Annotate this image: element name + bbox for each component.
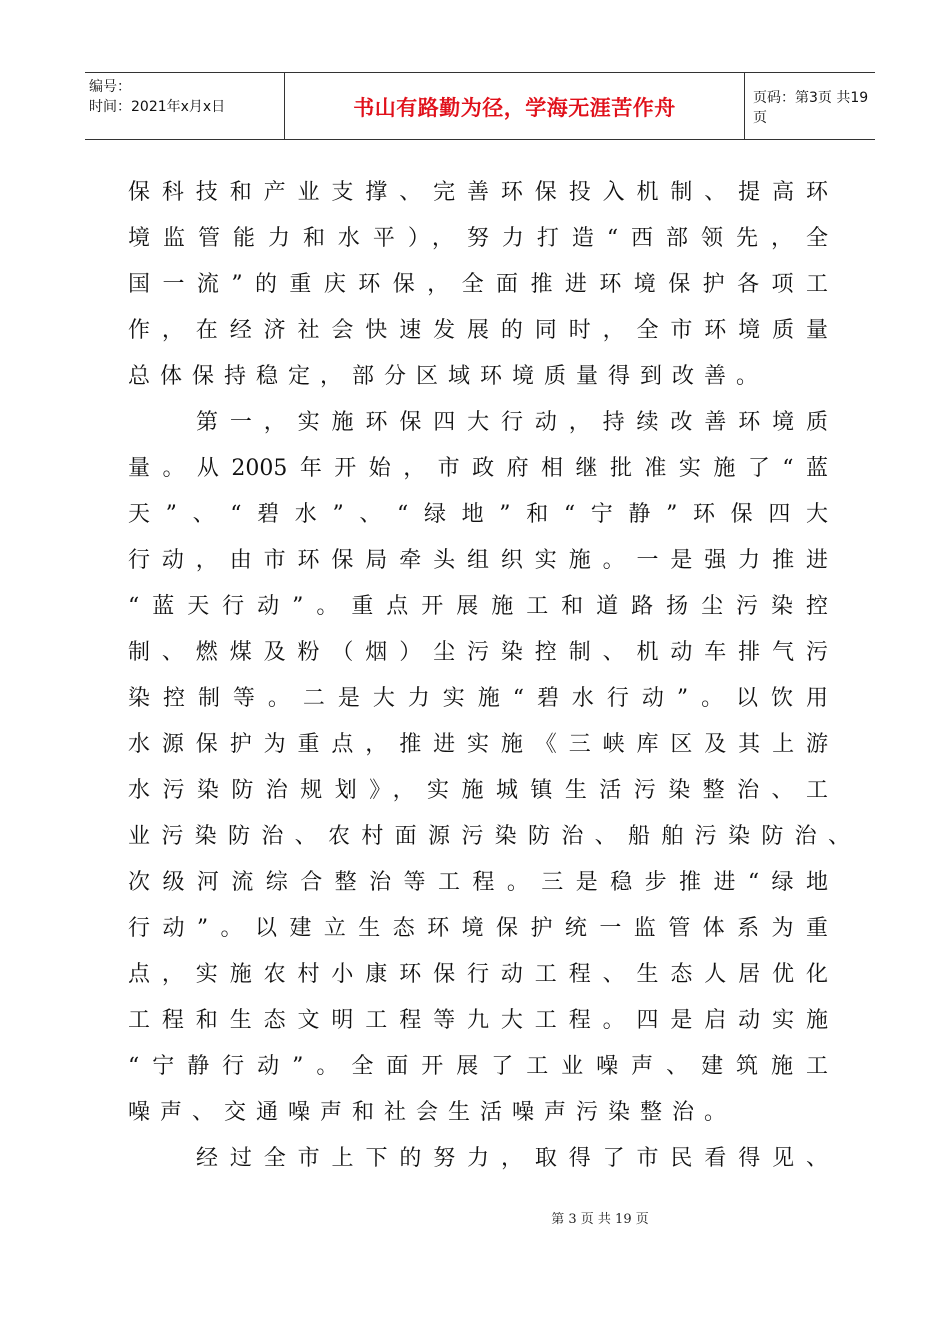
body-line: 总体保持稳定，部分区域环境质量得到改善。 [128,364,769,389]
body-line: 染控制等。二是大力实施“碧水行动”。以饮用 [128,686,828,711]
body-line: 天”、“碧水”、“绿地”和“宁静”环保四大 [128,502,828,527]
paragraph-start-line: 第一，实施环保四大行动，持续改善环境质 [196,410,828,435]
body-line: “蓝天行动”。重点开展施工和道路扬尘污染控 [128,594,828,619]
body-line: 制、燃煤及粉（烟）尘污染控制、机动车排气污 [128,640,828,665]
body-line: “宁静行动”。全面开展了工业噪声、建筑施工 [128,1054,828,1079]
body-line: 噪声、交通噪声和社会生活噪声污染整治。 [128,1100,737,1125]
document-body [128,170,850,1182]
page-header [85,72,875,140]
header-motto: 书山有路勤为径，学海无涯苦作舟 [353,95,676,120]
body-line: 国一流”的重庆环保，全面推进环境保护各项工 [128,272,828,297]
header-page-info: 页码：第3页 共19页 [753,89,869,126]
header-meta [89,77,284,117]
footer-page-number: 第 3 页 共 19 页 [551,1212,649,1227]
body-line: 作，在经济社会快速发展的同时，全市环境质量 [128,318,828,343]
number-label: 编号： [89,79,131,95]
body-line: 行动，由市环保局牵头组织实施。一是强力推进 [128,548,828,573]
body-line: 行动”。以建立生态环境保护统一监管体系为重 [128,916,828,941]
body-line: 工程和生态文明工程等九大工程。四是启动实施 [128,1008,828,1033]
body-line: 业污染防治、农村面源污染防治、船舶污染防治、 [128,824,850,849]
body-line: 次级河流综合整治等工程。三是稳步推进“绿地 [128,870,828,895]
body-line: 境监管能力和水平），努力打造“西部领先，全 [128,226,828,251]
paragraph-start-line: 经过全市上下的努力，取得了市民看得见、 [196,1146,828,1171]
body-line: 水源保护为重点，推进实施《三峡库区及其上游 [128,732,828,757]
body-line: 点，实施农村小康环保行动工程、生态人居优化 [128,962,828,987]
header-divider-right [744,73,745,140]
time-label: 时间：2021年x月x日 [89,99,226,115]
page-footer [0,1208,950,1227]
body-line: 量。从2005年开始，市政府相继批准实施了“蓝 [128,456,828,481]
body-line: 水污染防治规划》，实施城镇生活污染整治、工 [128,778,828,803]
body-line: 保科技和产业支撑、完善环保投入机制、提高环 [128,180,828,205]
